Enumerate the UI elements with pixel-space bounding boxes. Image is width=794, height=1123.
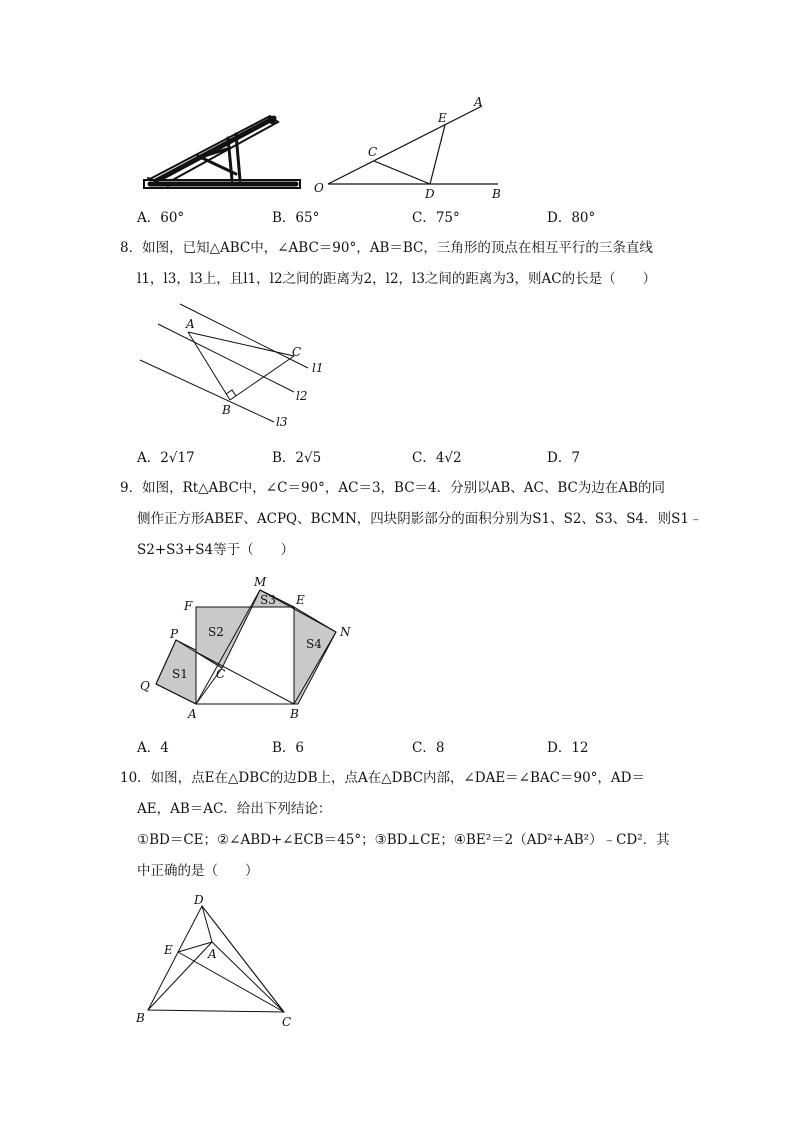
q10-label-c: C — [282, 1015, 292, 1029]
q9-region-s2 — [196, 607, 252, 668]
q7-choice-b[interactable]: B．65° — [272, 210, 320, 226]
q9-label-q: Q — [140, 679, 150, 693]
q8-choice-a[interactable]: A．2√17 — [137, 450, 195, 466]
q9-stem-line3: S2+S3+S4等于（ ） — [137, 542, 295, 558]
q8-choice-b[interactable]: B．2√5 — [272, 450, 322, 466]
q9-choices — [137, 736, 657, 756]
q8-label-l1: l1 — [312, 361, 324, 375]
q9-label-m: M — [254, 575, 267, 589]
q7-label-b: B — [492, 187, 501, 201]
q8-label-b: B — [222, 403, 231, 417]
q9-squares-figure — [138, 574, 368, 724]
q10-label-b: B — [136, 1011, 145, 1025]
q10-stem-line3: ①BD＝CE；②∠ABD+∠ECB＝45°；③BD⊥CE；④BE²＝2（AD²+AB²）﹣CD²．其 — [137, 832, 670, 848]
q7-choice-a[interactable]: A．60° — [137, 210, 185, 226]
q9-label-n: N — [340, 625, 351, 639]
q9-label-p: P — [170, 627, 179, 641]
q7-label-o: O — [314, 181, 324, 195]
q9-label-s1: S1 — [172, 667, 188, 681]
q9-choice-c[interactable]: C．8 — [412, 740, 445, 756]
q10-label-a: A — [208, 947, 217, 961]
q10-triangle-figure — [134, 890, 304, 1029]
q10-stem-line1: 10．如图，点E在△DBC的边DB上，点A在△DBC内部，∠DAE＝∠BAC＝90°，AD＝ — [120, 770, 645, 786]
q9-label-f: F — [184, 599, 193, 613]
q7-ruler-figure — [140, 108, 310, 194]
q9-label-b: B — [290, 707, 299, 721]
q10-stem-line2: AE，AB＝AC．给出下列结论： — [137, 801, 332, 817]
q8-label-l2: l2 — [296, 389, 308, 403]
q7-choice-c[interactable]: C．75° — [412, 210, 460, 226]
q9-label-s2: S2 — [208, 625, 224, 639]
q7-label-e: E — [438, 111, 447, 125]
q9-label-a: A — [188, 707, 197, 721]
q9-choice-a[interactable]: A．4 — [137, 740, 169, 756]
q7-choices — [137, 206, 657, 226]
q10-label-d: D — [194, 893, 204, 907]
q8-label-a: A — [186, 317, 195, 331]
q8-label-c: C — [292, 345, 302, 359]
q7-label-a: A — [474, 95, 483, 109]
q9-stem-line2: 侧作正方形ABEF、ACPQ、BCMN，四块阴影部分的面积分别为S1、S2、S3、S4．则S1﹣ — [137, 511, 703, 527]
q9-choice-b[interactable]: B．6 — [272, 740, 305, 756]
q8-choice-d[interactable]: D．7 — [547, 450, 580, 466]
q9-label-c: C — [216, 667, 226, 681]
q8-stem-line1: 8．如图，已知△ABC中，∠ABC＝90°，AB＝BC，三角形的顶点在相互平行的三条直线 — [120, 240, 653, 256]
q7-label-c: C — [368, 145, 378, 159]
q7-label-d: D — [425, 187, 435, 201]
q9-label-s3: S3 — [260, 593, 276, 607]
q8-label-l3: l3 — [276, 415, 288, 429]
q9-choice-d[interactable]: D．12 — [547, 740, 589, 756]
q9-stem-line1: 9．如图，Rt△ABC中，∠C＝90°，AC＝3，BC＝4．分别以AB、AC、BC为边在AB的同 — [120, 480, 666, 496]
q10-stem-line4: 中正确的是（ ） — [137, 863, 259, 879]
q9-label-s4: S4 — [306, 637, 322, 651]
q7-angle-figure — [310, 94, 510, 202]
q8-choices — [137, 446, 657, 466]
q8-parallel-lines-figure — [138, 298, 338, 436]
q8-choice-c[interactable]: C．4√2 — [412, 450, 462, 466]
q7-choice-d[interactable]: D．80° — [547, 210, 596, 226]
q10-label-e: E — [164, 943, 173, 957]
q8-stem-line2: l1，l3，l3上，且l1，l2之间的距离为2，l2，l3之间的距离为3，则AC的长是（ ） — [137, 271, 657, 287]
q9-label-e: E — [296, 593, 305, 607]
q9-region-s4 — [294, 607, 336, 704]
